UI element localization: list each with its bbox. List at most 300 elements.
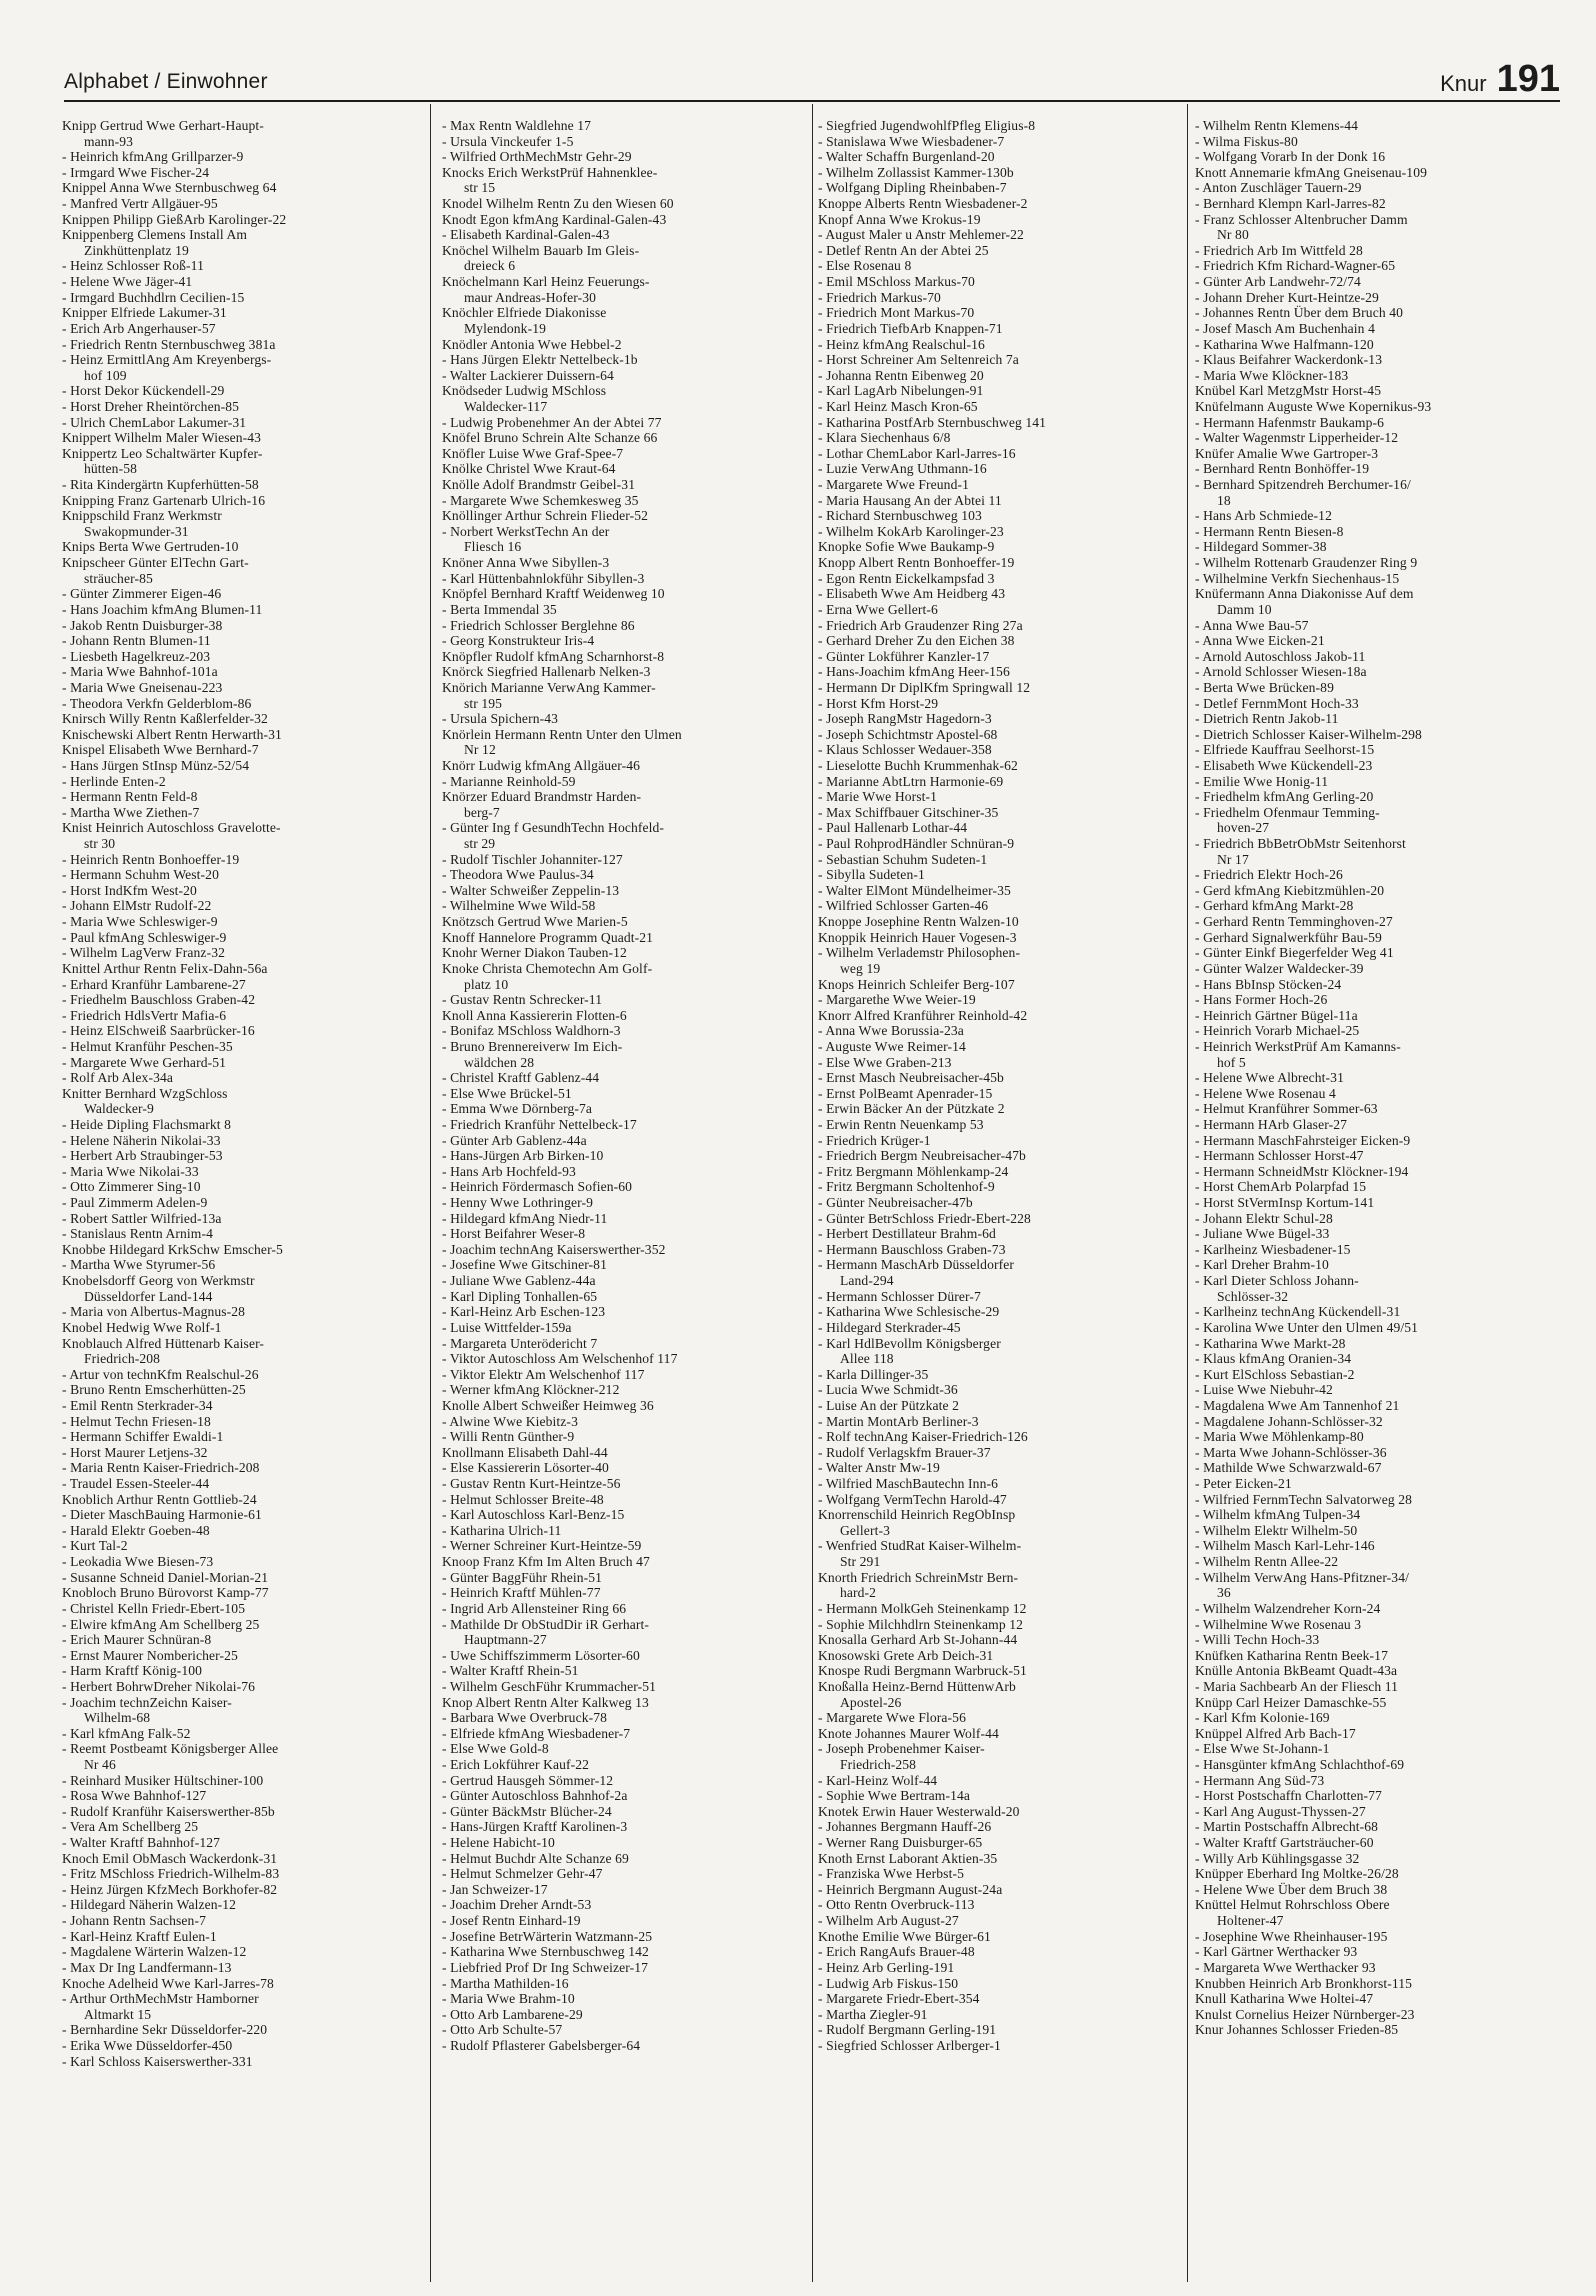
- directory-entry: - Karl kfmAng Falk-52: [62, 1725, 191, 1741]
- directory-entry: - Klaus Beifahrer Wackerdonk-13: [1195, 352, 1383, 368]
- directory-entry: - Joseph Schichtmstr Apostel-68: [818, 726, 998, 742]
- directory-entry: - Dietrich Schlosser Kaiser-Wilhelm-298: [1195, 726, 1422, 742]
- directory-entry: - Lothar ChemLabor Karl-Jarres-16: [818, 445, 1016, 461]
- directory-entry: Knocks Erich WerkstPrüf Hahnenklee-: [442, 164, 658, 180]
- directory-entry: - Emil MSchloss Markus-70: [818, 274, 975, 290]
- directory-entry: Knulst Cornelius Heizer Nürnberger-23: [1195, 2006, 1415, 2022]
- directory-entry: - Joachim technZeichn Kaiser-: [62, 1694, 232, 1710]
- directory-entry: - Erwin Rentn Neuenkamp 53: [818, 1117, 984, 1132]
- directory-entry: - Walter Kraftf Rhein-51: [442, 1663, 579, 1679]
- section-title: Alphabet / Einwohner: [64, 70, 268, 93]
- directory-entry: - Karl-Heinz Arb Eschen-123: [442, 1304, 606, 1320]
- directory-entry: - Wilhelmine Wwe Rosenau 3: [1195, 1616, 1362, 1632]
- directory-entry: Knippertz Leo Schaltwärter Kupfer-: [62, 445, 263, 461]
- directory-entry: - Wilfried FernmTechn Salvatorweg 28: [1195, 1491, 1413, 1507]
- directory-entry: - Reemt Postbeamt Königsberger Allee: [62, 1741, 279, 1757]
- directory-entry: - Elisabeth Wwe Kückendell-23: [1195, 757, 1373, 773]
- directory-entry: - Else Wwe Gold-8: [442, 1741, 549, 1757]
- directory-entry: - Willi Techn Hoch-33: [1195, 1632, 1320, 1648]
- directory-entry: Knüfken Katharina Rentn Beek-17: [1195, 1647, 1388, 1663]
- directory-entry: Knohr Werner Diakon Tauben-12: [442, 945, 627, 961]
- directory-entry: - Günter Einkf Biegerfelder Weg 41: [1195, 945, 1394, 961]
- directory-entry: - Katharina Wwe Schlesische-29: [818, 1304, 1000, 1320]
- directory-entry: - Leokadia Wwe Biesen-73: [62, 1554, 214, 1570]
- directory-entry: - Herbert Destillateur Brahm-6d: [818, 1226, 996, 1242]
- directory-entry: - Wolfgang Vorarb In der Donk 16: [1195, 149, 1386, 165]
- directory-entry: Knosalla Gerhard Arb St-Johann-44: [818, 1632, 1018, 1648]
- directory-entry: Knöchel Wilhelm Bauarb Im Gleis-: [442, 242, 640, 258]
- directory-entry: - Johann Elektr Schul-28: [1195, 1210, 1333, 1226]
- directory-entry: - Artur von technKfm Realschul-26: [62, 1366, 259, 1382]
- directory-entry: - Maria von Albertus-Magnus-28: [62, 1304, 246, 1320]
- directory-entry: - Friedrich Kfm Richard-Wagner-65: [1195, 258, 1396, 274]
- directory-entry: Knipping Franz Gartenarb Ulrich-16: [62, 492, 266, 508]
- directory-entry: - Bruno Brennereiverw Im Eich-: [442, 1038, 623, 1054]
- directory-entry: - Joachim Dreher Arndt-53: [442, 1897, 592, 1913]
- directory-entry: Knispel Elisabeth Wwe Bernhard-7: [62, 742, 259, 758]
- entry-continuation: weg 19: [840, 960, 881, 976]
- directory-entry: - Hildegard Näherin Walzen-12: [62, 1897, 237, 1913]
- directory-entry: - Wilhelm LagVerw Franz-32: [62, 945, 225, 961]
- directory-entry: - Maria Wwe Möhlenkamp-80: [1195, 1429, 1364, 1445]
- directory-entry: - Siegfried Schlosser Arlberger-1: [818, 2037, 1001, 2053]
- directory-entry: - Marianne AbtLtrn Harmonie-69: [818, 773, 1004, 789]
- directory-entry: Knodt Egon kfmAng Kardinal-Galen-43: [442, 211, 667, 227]
- entry-continuation: dreieck 6: [464, 258, 516, 274]
- directory-entry: - Hans-Jürgen Kraftf Karolinen-3: [442, 1819, 628, 1835]
- directory-entry: - Rolf Arb Alex-34a: [62, 1070, 174, 1086]
- directory-entry: - Hans Arb Hochfeld-93: [442, 1163, 576, 1179]
- directory-entry: - Friedrich Bergm Neubreisacher-47b: [818, 1148, 1026, 1164]
- directory-entry: - Karl Gärtner Werthacker 93: [1195, 1944, 1358, 1960]
- directory-entry: - Otto Arb Schulte-57: [442, 2022, 563, 2038]
- directory-entry: - Bernhardine Sekr Düsseldorfer-220: [62, 2022, 268, 2038]
- directory-entry: Knobelsdorff Georg von Werkmstr: [62, 1273, 255, 1289]
- directory-entry: - Herbert Arb Straubinger-53: [62, 1148, 223, 1164]
- directory-entry: - Friedrich BbBetrObMstr Seitenhorst: [1195, 836, 1406, 852]
- entry-continuation: hof 109: [84, 367, 127, 383]
- directory-entry: - Karl-Heinz Kraftf Eulen-1: [62, 1928, 217, 1944]
- directory-entry: - Hermann Schiffer Ewaldi-1: [62, 1429, 224, 1445]
- directory-entry: - Magdalene Johann-Schlösser-32: [1195, 1413, 1383, 1429]
- directory-entry: - Karl Dipling Tonhallen-65: [442, 1288, 598, 1304]
- directory-entry: - Margareta Wwe Werthacker 93: [1195, 1959, 1376, 1975]
- entry-continuation: Hauptmann-27: [464, 1632, 547, 1648]
- directory-entry: - Johann Dreher Kurt-Heintze-29: [1195, 289, 1379, 305]
- directory-entry: - Viktor Autoschloss Am Welschenhof 117: [442, 1351, 678, 1367]
- directory-entry: Knull Katharina Wwe Holtei-47: [1195, 1991, 1374, 2007]
- directory-entry: - Günter Walzer Waldecker-39: [1195, 960, 1364, 976]
- directory-entry: - Gustav Rentn Kurt-Heintze-56: [442, 1476, 621, 1492]
- directory-entry: - Günter Lokführer Kanzler-17: [818, 648, 990, 664]
- directory-entry: - Magdalena Wwe Am Tannenhof 21: [1195, 1397, 1400, 1413]
- directory-entry: - Ursula Spichern-43: [442, 711, 559, 727]
- directory-entry: Knoppik Heinrich Hauer Vogesen-3: [818, 929, 1017, 945]
- directory-entry: - Herlinde Enten-2: [62, 773, 166, 789]
- entry-continuation: Nr 12: [464, 742, 496, 758]
- directory-entry: - Erich Arb Angerhauser-57: [62, 320, 216, 336]
- directory-entry: - Lucia Wwe Schmidt-36: [818, 1382, 958, 1398]
- directory-entry: - Bruno Rentn Emscherhütten-25: [62, 1382, 246, 1398]
- directory-entry: - Wilhelm Rottenarb Graudenzer Ring 9: [1195, 555, 1418, 571]
- directory-entry: Knobbe Hildegard KrkSchw Emscher-5: [62, 1241, 283, 1257]
- directory-entry: Knur Johannes Schlosser Frieden-85: [1195, 2022, 1399, 2038]
- page-number: 191: [1496, 58, 1560, 100]
- directory-entry: Knüpper Eberhard Ing Moltke-26/28: [1195, 1866, 1399, 1882]
- directory-entry: - Katharina Wwe Halfmann-120: [1195, 336, 1374, 352]
- directory-entry: - Wilhelmine Verkfn Siechenhaus-15: [1195, 570, 1400, 586]
- directory-entry: - Martha Wwe Ziethen-7: [62, 804, 200, 820]
- directory-entry: - Helene Wwe Albrecht-31: [1195, 1070, 1344, 1086]
- directory-entry: - Rosa Wwe Bahnhof-127: [62, 1788, 207, 1804]
- directory-entry: Knödler Antonia Wwe Hebbel-2: [442, 336, 622, 352]
- directory-entry: Knops Heinrich Schleifer Berg-107: [818, 976, 1015, 992]
- directory-entry: - Helmut Buchdr Alte Schanze 69: [442, 1850, 629, 1866]
- directory-entry: - Günter Arb Gablenz-44a: [442, 1132, 587, 1148]
- directory-columns: [62, 118, 1562, 2278]
- directory-entry: Knüttel Helmut Rohrschloss Obere: [1195, 1897, 1390, 1913]
- directory-entry: - Heinz Jürgen KfzMech Borkhofer-82: [62, 1881, 278, 1897]
- directory-entry: - Bernhard Rentn Bonhöffer-19: [1195, 461, 1370, 477]
- directory-entry: Knötzsch Gertrud Wwe Marien-5: [442, 914, 628, 930]
- directory-entry: - Elisabeth Wwe Am Heidberg 43: [818, 586, 1006, 602]
- directory-entry: - Günter Autoschloss Bahnhof-2a: [442, 1788, 628, 1804]
- directory-entry: - Walter Kraftf Gartsträucher-60: [1195, 1835, 1374, 1851]
- entry-continuation: Mylendonk-19: [464, 320, 546, 336]
- directory-entry: - Friedhelm kfmAng Gerling-20: [1195, 789, 1374, 805]
- directory-entry: - Friedrich Rentn Sternbuschweg 381a: [62, 336, 276, 352]
- directory-entry: - Heinrich Kraftf Mühlen-77: [442, 1585, 601, 1601]
- directory-entry: - Gerhard kfmAng Markt-28: [1195, 898, 1354, 914]
- directory-entry: - Susanne Schneid Daniel-Morian-21: [62, 1569, 269, 1585]
- entry-continuation: str 29: [464, 836, 496, 852]
- directory-entry: - Johanna Rentn Eibenweg 20: [818, 367, 984, 383]
- directory-entry: - Helmut Kranführ Peschen-35: [62, 1038, 233, 1054]
- directory-entry: - Günter Arb Landwehr-72/74: [1195, 274, 1361, 290]
- entry-continuation: berg-7: [464, 804, 500, 820]
- directory-entry: - Günter Ing f GesundhTechn Hochfeld-: [442, 820, 665, 836]
- directory-entry: - Paul Hallenarb Lothar-44: [818, 820, 968, 836]
- directory-entry: - Horst StVermInsp Kortum-141: [1195, 1195, 1375, 1211]
- directory-entry: - Margarete Wwe Gerhard-51: [62, 1054, 227, 1070]
- directory-entry: Knotek Erwin Hauer Westerwald-20: [818, 1803, 1020, 1819]
- directory-entry: - Walter Schweißer Zeppelin-13: [442, 882, 620, 898]
- directory-entry: Knoff Hannelore Programm Quadt-21: [442, 929, 654, 945]
- directory-entry: - Rolf technAng Kaiser-Friedrich-126: [818, 1429, 1028, 1445]
- directory-entry: - Auguste Wwe Reimer-14: [818, 1038, 966, 1054]
- directory-entry: - Günter BaggFühr Rhein-51: [442, 1569, 603, 1585]
- directory-entry: - Rita Kindergärtn Kupferhütten-58: [62, 477, 259, 493]
- directory-entry: - Irmgard Wwe Fischer-24: [62, 164, 210, 180]
- directory-entry: - Bernhard Spitzendreh Berchumer-16/: [1195, 477, 1411, 493]
- directory-entry: - Franziska Wwe Herbst-5: [818, 1866, 964, 1882]
- directory-entry: - Egon Rentn Eickelkampsfad 3: [818, 570, 995, 586]
- running-keyword: Knur: [1440, 71, 1487, 96]
- entry-continuation: hütten-58: [84, 461, 137, 477]
- directory-entry: - Christel Kelln Friedr-Ebert-105: [62, 1600, 246, 1616]
- directory-entry: - Marta Wwe Johann-Schlösser-36: [1195, 1444, 1387, 1460]
- directory-entry: - Lieselotte Buchh Krummenhak-62: [818, 757, 1018, 773]
- directory-entry: - Walter Wagenmstr Lipperheider-12: [1195, 430, 1399, 446]
- entry-continuation: str 15: [464, 180, 496, 196]
- directory-entry: - Georg Konstrukteur Iris-4: [442, 633, 595, 649]
- directory-entry: Knirsch Willy Rentn Kaßlerfelder-32: [62, 711, 268, 727]
- directory-entry: - Günter BäckMstr Blücher-24: [442, 1803, 612, 1819]
- directory-entry: - Hans BbInsp Stöcken-24: [1195, 976, 1342, 992]
- directory-entry: - Wilhelm GeschFühr Krummacher-51: [442, 1678, 657, 1694]
- directory-entry: - Heinrich kfmAng Grillparzer-9: [62, 149, 244, 165]
- directory-entry: - Willy Arb Kühlingsgasse 32: [1195, 1850, 1360, 1866]
- directory-entry: - Manfred Vertr Allgäuer-95: [62, 196, 218, 212]
- entry-continuation: Str 291: [840, 1554, 881, 1570]
- directory-entry: - Joseph Probenehmer Kaiser-: [818, 1741, 985, 1757]
- directory-entry: - Horst Beifahrer Weser-8: [442, 1226, 586, 1242]
- directory-entry: - Walter Kraftf Bahnhof-127: [62, 1835, 221, 1851]
- directory-entry: - Theodora Verkfn Gelderblom-86: [62, 695, 252, 711]
- directory-entry: Knörck Siegfried Hallenarb Nelken-3: [442, 664, 651, 680]
- directory-entry: - Wilhelm Elektr Wilhelm-50: [1195, 1522, 1358, 1538]
- directory-entry: - Irmgard Buchhdlrn Cecilien-15: [62, 289, 245, 305]
- directory-entry: - Friedrich Markus-70: [818, 289, 941, 305]
- directory-entry: - Helmut Techn Friesen-18: [62, 1413, 211, 1429]
- directory-entry: - Heinz Schlosser Roß-11: [62, 258, 204, 274]
- directory-entry: - Maria Wwe Gneisenau-223: [62, 679, 223, 695]
- entry-continuation: sträucher-85: [84, 570, 153, 586]
- directory-entry: - Luise Wittfelder-159a: [442, 1319, 572, 1335]
- directory-entry: - Paul kfmAng Schleswiger-9: [62, 929, 227, 945]
- directory-entry: Knöchelmann Karl Heinz Feuerungs-: [442, 274, 650, 290]
- directory-entry: - Jakob Rentn Duisburger-38: [62, 617, 223, 633]
- entry-continuation: Altmarkt 15: [84, 2006, 152, 2022]
- directory-entry: - Berta Immendal 35: [442, 601, 557, 617]
- directory-entry: - Karl Schloss Kaiserswerther-331: [62, 2053, 253, 2069]
- directory-entry: - Helene Habicht-10: [442, 1835, 555, 1851]
- entry-continuation: str 195: [464, 695, 503, 711]
- directory-entry: - Max Dr Ing Landfermann-13: [62, 1959, 232, 1975]
- directory-entry: - Richard Sternbuschweg 103: [818, 508, 982, 524]
- directory-entry: - Else Wwe Brückel-51: [442, 1085, 572, 1101]
- directory-entry: - Fritz MSchloss Friedrich-Wilhelm-83: [62, 1866, 280, 1882]
- directory-entry: - Elfriede kfmAng Wiesbadener-7: [442, 1725, 631, 1741]
- directory-entry: Knörich Marianne VerwAng Kammer-: [442, 679, 656, 695]
- directory-entry: - Margarete Wwe Flora-56: [818, 1710, 966, 1726]
- entry-continuation: str 30: [84, 836, 116, 852]
- directory-entry: Knöpfel Bernhard Kraftf Weidenweg 10: [442, 586, 665, 602]
- directory-entry: - Werner Schreiner Kurt-Heintze-59: [442, 1538, 642, 1554]
- directory-entry: - Franz Schlosser Altenbrucher Damm: [1195, 211, 1408, 227]
- directory-entry: - Elfriede Kauffrau Seelhorst-15: [1195, 742, 1375, 758]
- directory-entry: - Wolfgang VermTechn Harold-47: [818, 1491, 1007, 1507]
- directory-entry: - Klaus Schlosser Wedauer-358: [818, 742, 992, 758]
- directory-entry: Knöllinger Arthur Schrein Flieder-52: [442, 508, 649, 524]
- directory-entry: - Ludwig Probenehmer An der Abtei 77: [442, 414, 662, 430]
- directory-entry: - Wilfried MaschBautechn Inn-6: [818, 1476, 998, 1492]
- entry-continuation: 36: [1217, 1585, 1231, 1601]
- directory-entry: - Rudolf Pflasterer Gabelsberger-64: [442, 2037, 641, 2053]
- entry-continuation: hof 5: [1217, 1054, 1246, 1070]
- directory-entry: - Henny Wwe Lothringer-9: [442, 1195, 593, 1211]
- directory-entry: Knoblauch Alfred Hüttenarb Kaiser-: [62, 1335, 265, 1351]
- directory-entry: Knörzer Eduard Brandmstr Harden-: [442, 789, 642, 805]
- directory-entry: - Karl Hüttenbahnlokführ Sibyllen-3: [442, 570, 645, 586]
- directory-entry: Knoop Franz Kfm Im Alten Bruch 47: [442, 1554, 650, 1570]
- directory-entry: - Katharina Ulrich-11: [442, 1522, 562, 1538]
- directory-entry: Knippert Wilhelm Maler Wiesen-43: [62, 430, 262, 446]
- directory-entry: - Hermann Dr DiplKfm Springwall 12: [818, 679, 1031, 695]
- page-header: [64, 56, 1560, 102]
- directory-entry: - Marianne Reinhold-59: [442, 773, 576, 789]
- directory-entry: - Hermann Bauschloss Graben-73: [818, 1241, 1006, 1257]
- directory-entry: - Hildegard Sterkrader-45: [818, 1319, 961, 1335]
- directory-entry: - Max Rentn Waldlehne 17: [442, 118, 592, 133]
- directory-entry: - Reinhard Musiker Hültschiner-100: [62, 1772, 264, 1788]
- directory-entry: - Heide Dipling Flachsmarkt 8: [62, 1117, 232, 1132]
- directory-entry: - Helmut Kranführer Sommer-63: [1195, 1101, 1378, 1117]
- directory-entry: - Emma Wwe Dörnberg-7a: [442, 1101, 593, 1117]
- directory-entry: - Friedhelm Bauschloss Graben-42: [62, 992, 256, 1008]
- directory-entry: - Wolfgang Dipling Rheinbaben-7: [818, 180, 1007, 196]
- directory-entry: - Helmut Schmelzer Gehr-47: [442, 1866, 603, 1882]
- directory-column-2: [442, 118, 804, 2278]
- entry-continuation: maur Andreas-Hofer-30: [464, 289, 597, 305]
- directory-entry: Knodel Wilhelm Rentn Zu den Wiesen 60: [442, 196, 674, 212]
- directory-entry: - Johannes Bergmann Hauff-26: [818, 1819, 992, 1835]
- directory-entry: - Heinz kfmAng Realschul-16: [818, 336, 985, 352]
- directory-entry: - Wilfried Schlosser Garten-46: [818, 898, 989, 914]
- directory-entry: - Friedrich Arb Im Wittfeld 28: [1195, 242, 1363, 258]
- directory-entry: - Luise Wwe Niebuhr-42: [1195, 1382, 1333, 1398]
- directory-entry: - Gerhard Dreher Zu den Eichen 38: [818, 633, 1015, 649]
- entry-continuation: Land-294: [840, 1273, 894, 1289]
- directory-entry: - Heinrich Fördermasch Sofien-60: [442, 1179, 633, 1195]
- directory-entry: Knittel Arthur Rentn Felix-Dahn-56a: [62, 960, 268, 976]
- directory-entry: - Erhard Kranführ Lambarene-27: [62, 976, 246, 992]
- directory-entry: Knoch Emil ObMasch Wackerdonk-31: [62, 1850, 278, 1866]
- directory-entry: Knippen Philipp GießArb Karolinger-22: [62, 211, 287, 227]
- directory-entry: - Fritz Bergmann Möhlenkamp-24: [818, 1163, 1009, 1179]
- directory-entry: Knist Heinrich Autoschloss Gravelotte-: [62, 820, 281, 836]
- directory-entry: - Horst IndKfm West-20: [62, 882, 197, 898]
- directory-entry: Knipp Gertrud Wwe Gerhart-Haupt-: [62, 118, 264, 133]
- directory-entry: - Erna Wwe Gellert-6: [818, 601, 938, 617]
- entry-continuation: Wilhelm-68: [84, 1710, 151, 1726]
- directory-entry: Knölle Adolf Brandmstr Geibel-31: [442, 477, 636, 493]
- directory-entry: - Karl Heinz Masch Kron-65: [818, 398, 978, 414]
- directory-entry: - Walter Schaffn Burgenland-20: [818, 149, 995, 165]
- directory-entry: Knöchler Elfriede Diakonisse: [442, 305, 607, 321]
- directory-entry: Knülle Antonia BkBeamt Quadt-43a: [1195, 1663, 1398, 1679]
- entry-continuation: Allee 118: [840, 1351, 894, 1367]
- directory-entry: - Paul Zimmerm Adelen-9: [62, 1195, 208, 1211]
- directory-entry: - Klaus kfmAng Oranien-34: [1195, 1351, 1352, 1367]
- directory-entry: - Heinrich Vorarb Michael-25: [1195, 1023, 1360, 1039]
- directory-entry: - Karlheinz Wiesbadener-15: [1195, 1241, 1351, 1257]
- directory-entry: Knoth Ernst Laborant Aktien-35: [818, 1850, 998, 1866]
- directory-entry: - Kurt Tal-2: [62, 1538, 128, 1554]
- directory-entry: - Barbara Wwe Overbruck-78: [442, 1710, 608, 1726]
- directory-entry: Knott Annemarie kfmAng Gneisenau-109: [1195, 164, 1427, 180]
- directory-entry: Knoppe Alberts Rentn Wiesbadener-2: [818, 196, 1028, 212]
- directory-entry: - Hermann Schlosser Dürer-7: [818, 1288, 981, 1304]
- directory-entry: - Karl HdlBevollm Königsberger: [818, 1335, 1001, 1351]
- directory-entry: - Friedrich Elektr Hoch-26: [1195, 867, 1343, 883]
- directory-entry: - Hermann MaschArb Düsseldorfer: [818, 1257, 1014, 1273]
- directory-entry: - Heinrich WerkstPrüf Am Kamanns-: [1195, 1038, 1401, 1054]
- directory-entry: Knoche Adelheid Wwe Karl-Jarres-78: [62, 1975, 274, 1991]
- directory-entry: Knischewski Albert Rentn Herwarth-31: [62, 726, 282, 742]
- directory-entry: - Johann Rentn Sachsen-7: [62, 1913, 206, 1929]
- directory-entry: Knippenberg Clemens Install Am: [62, 227, 248, 243]
- directory-entry: - Karl Dreher Brahm-10: [1195, 1257, 1329, 1273]
- directory-entry: - Helmut Schlosser Breite-48: [442, 1491, 604, 1507]
- directory-entry: - Katharina Wwe Markt-28: [1195, 1335, 1346, 1351]
- directory-entry: - Maria Rentn Kaiser-Friedrich-208: [62, 1460, 260, 1476]
- directory-entry: - Friedrich Arb Graudenzer Ring 27a: [818, 617, 1023, 633]
- directory-entry: - Maria Wwe Klöckner-183: [1195, 367, 1349, 383]
- directory-entry: - Josefine Wwe Gitschiner-81: [442, 1257, 607, 1273]
- directory-entry: - Martha Wwe Styrumer-56: [62, 1257, 216, 1273]
- directory-entry: - Wilhelm Arb August-27: [818, 1913, 959, 1929]
- directory-entry: - Gerd kfmAng Kiebitzmühlen-20: [1195, 882, 1385, 898]
- directory-entry: - Katharina PostfArb Sternbuschweg 141: [818, 414, 1047, 430]
- directory-entry: - Otto Arb Lambarene-29: [442, 2006, 583, 2022]
- directory-entry: - Hans Jürgen Elektr Nettelbeck-1b: [442, 352, 638, 368]
- directory-entry: - Friedrich HdlsVertr Mafia-6: [62, 1007, 227, 1023]
- directory-entry: Knipper Elfriede Lakumer-31: [62, 305, 227, 321]
- directory-entry: Knoblich Arthur Rentn Gottlieb-24: [62, 1491, 257, 1507]
- directory-entry: Knüfelmann Auguste Wwe Kopernikus-93: [1195, 398, 1432, 414]
- directory-entry: - Else Kassiererin Lösorter-40: [442, 1460, 609, 1476]
- directory-entry: Knüppel Alfred Arb Bach-17: [1195, 1725, 1356, 1741]
- directory-entry: Knoll Anna Kassiererin Flotten-6: [442, 1007, 627, 1023]
- entry-continuation: Holtener-47: [1217, 1913, 1284, 1929]
- entry-continuation: mann-93: [84, 133, 134, 149]
- directory-entry: - Rudolf Bergmann Gerling-191: [818, 2022, 997, 2038]
- directory-entry: - Hans Arb Schmiede-12: [1195, 508, 1332, 524]
- directory-entry: - Erwin Bäcker An der Pützkate 2: [818, 1101, 1005, 1117]
- directory-entry: - Liebfried Prof Dr Ing Schweizer-17: [442, 1959, 649, 1975]
- directory-entry: Knorr Alfred Kranführer Reinhold-42: [818, 1007, 1028, 1023]
- directory-entry: - Wenfried StudRat Kaiser-Wilhelm-: [818, 1538, 1022, 1554]
- directory-entry: - Ludwig Arb Fiskus-150: [818, 1975, 959, 1991]
- directory-entry: - Margarethe Wwe Weier-19: [818, 992, 976, 1008]
- directory-entry: - August Maler u Anstr Mehlemer-22: [818, 227, 1024, 243]
- directory-entry: Knöner Anna Wwe Sibyllen-3: [442, 555, 610, 571]
- directory-entry: - Karl-Heinz Wolf-44: [818, 1772, 938, 1788]
- directory-entry: - Erika Wwe Düsseldorfer-450: [62, 2037, 233, 2053]
- directory-entry: - Wilhelm Rentn Allee-22: [1195, 1554, 1339, 1570]
- directory-entry: - Anna Wwe Borussia-23a: [818, 1023, 964, 1039]
- entry-continuation: Damm 10: [1217, 601, 1272, 617]
- directory-entry: - Friedrich Schlosser Berglehne 86: [442, 617, 635, 633]
- directory-entry: - Klara Siechenhaus 6/8: [818, 430, 951, 446]
- directory-entry: - Walter Anstr Mw-19: [818, 1460, 940, 1476]
- directory-entry: Knüfermann Anna Diakonisse Auf dem: [1195, 586, 1414, 602]
- directory-entry: - Heinrich Bergmann August-24a: [818, 1881, 1003, 1897]
- entry-continuation: Friedrich-208: [84, 1351, 161, 1367]
- directory-entry: - Wilhelm Zollassist Kammer-130b: [818, 164, 1014, 180]
- directory-entry: - Maria Sachbearb An der Fliesch 11: [1195, 1678, 1399, 1694]
- directory-entry: - Siegfried JugendwohlfPfleg Eligius-8: [818, 118, 1036, 133]
- directory-entry: - Joachim technAng Kaiserswerther-352: [442, 1241, 666, 1257]
- directory-entry: - Harm Kraftf König-100: [62, 1663, 203, 1679]
- directory-entry: - Maria Wwe Nikolai-33: [62, 1163, 199, 1179]
- directory-entry: - Berta Wwe Brücken-89: [1195, 679, 1334, 695]
- entry-continuation: platz 10: [464, 976, 509, 992]
- directory-entry: - Hermann Rentn Feld-8: [62, 789, 198, 805]
- directory-entry: Knoke Christa Chemotechn Am Golf-: [442, 960, 653, 976]
- directory-entry: - Fritz Bergmann Scholtenhof-9: [818, 1179, 995, 1195]
